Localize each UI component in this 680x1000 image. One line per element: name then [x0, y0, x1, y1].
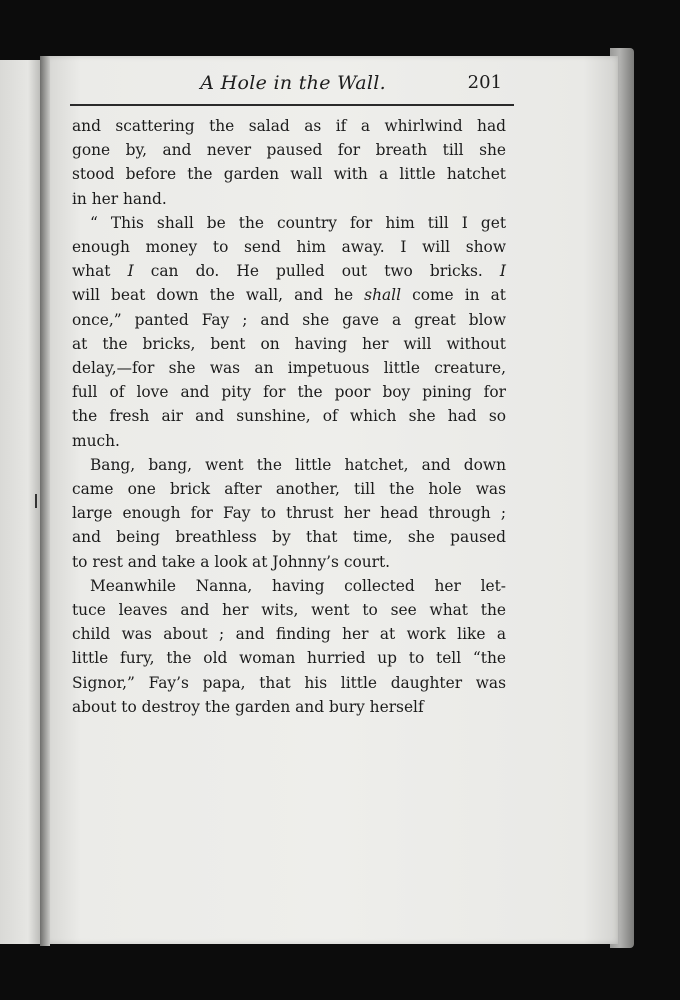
text-line [72, 525, 506, 549]
text-line [72, 622, 506, 646]
text-line [72, 404, 506, 428]
text-run: stood before the garden wall with a little hatchet [72, 165, 506, 184]
text-line [72, 646, 506, 670]
text-run: in her hand. [72, 189, 167, 208]
text-run: and scattering the salad as if a whirlwind had [72, 117, 506, 135]
page-number: 201 [467, 72, 502, 93]
text-run: Meanwhile Nanna, having collected her let- [90, 576, 506, 595]
text-run: gone by, and never paused for breath till she [72, 141, 506, 160]
text-line [72, 477, 506, 501]
text-line [72, 695, 506, 719]
paragraph [72, 453, 506, 574]
paragraph [72, 211, 506, 453]
text-run: little fury, the old woman hurried up to tell “the [72, 649, 506, 668]
text-line [72, 550, 506, 574]
text-line [72, 671, 506, 695]
text-run: much. [72, 431, 120, 450]
text-run: what [72, 262, 128, 281]
running-title: A Hole in the Wall. [200, 72, 386, 94]
text-run: about to destroy the garden and bury herself [72, 697, 424, 716]
body-text [72, 114, 506, 719]
italic-text: I [127, 262, 134, 281]
text-run: to rest and take a look at Johnny’s court. [72, 552, 391, 571]
text-line [72, 138, 506, 162]
text-run: come in at [401, 286, 506, 305]
text-line [72, 211, 506, 235]
text-line [72, 308, 506, 332]
text-line [72, 187, 506, 211]
text-run: Signor,” Fay’s papa, that his little daughter was [72, 673, 506, 692]
paragraph [72, 114, 506, 211]
text-run: Bang, bang, went the little hatchet, and down [90, 455, 506, 474]
page-header [60, 72, 508, 102]
text-line [72, 429, 506, 453]
text-line [72, 283, 506, 307]
text-line [72, 259, 506, 283]
text-line [72, 332, 506, 356]
text-run: will beat down the wall, and he [72, 286, 365, 305]
text-run: full of love and pity for the poor boy pining for [72, 383, 506, 402]
spine-shadow [40, 56, 50, 946]
text-line [72, 501, 506, 525]
text-run: at the bricks, bent on having her will without [72, 334, 506, 353]
text-run: tuce leaves and her wits, went to see what the [72, 601, 506, 620]
text-run: can do. He pulled out two bricks. [133, 262, 500, 281]
text-run: once,” panted Fay ; and she gave a great blow [72, 310, 506, 329]
text-run: came one brick after another, till the hole was [72, 480, 506, 499]
text-run: enough money to send him away. I will show [72, 238, 506, 257]
italic-text: shall [364, 286, 402, 305]
italic-text: I [499, 262, 506, 281]
facing-page-mark [35, 494, 37, 508]
paragraph [72, 574, 506, 719]
text-line [72, 380, 506, 404]
text-run: “ This shall be the country for him till I get [90, 213, 506, 232]
text-run: child was about ; and finding her at work like a [72, 625, 506, 644]
text-run: the fresh air and sunshine, of which she had so [72, 407, 506, 426]
text-line [72, 598, 506, 622]
text-line [72, 114, 506, 138]
text-line [72, 356, 506, 380]
text-line [72, 453, 506, 477]
text-run: large enough for Fay to thrust her head through ; [72, 504, 506, 523]
header-rule [70, 104, 514, 106]
text-run: and being breathless by that time, she paused [72, 528, 506, 547]
text-run: delay,—for she was an impetuous little creature, [72, 359, 506, 378]
text-line [72, 574, 506, 598]
text-line [72, 235, 506, 259]
text-line [72, 162, 506, 186]
